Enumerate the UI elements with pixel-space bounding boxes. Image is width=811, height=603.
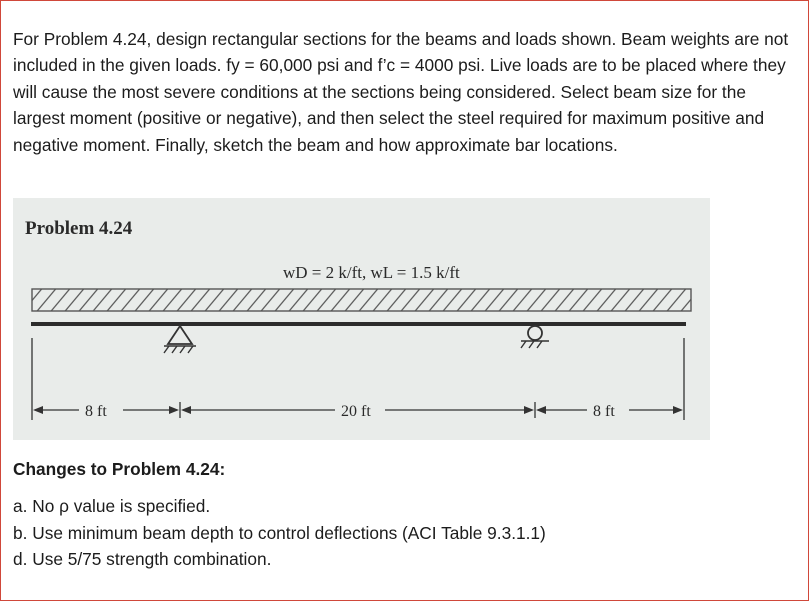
pin-support-icon	[164, 326, 196, 353]
beam-figure	[13, 198, 710, 440]
span-left-label: 8 ft	[85, 403, 107, 420]
dimension-middle	[181, 403, 534, 420]
roller-support-icon	[521, 326, 549, 348]
distributed-load	[32, 289, 691, 311]
dimension-right	[536, 403, 683, 420]
beam	[31, 322, 686, 326]
load-label: wD = 2 k/ft, wL = 1.5 k/ft	[283, 263, 460, 282]
changes-title: Changes to Problem 4.24:	[13, 459, 226, 479]
span-middle-label: 20 ft	[341, 403, 371, 420]
changes-section	[13, 457, 793, 573]
beam-diagram	[13, 198, 710, 440]
figure-title: Problem 4.24	[25, 218, 133, 239]
change-item-a: a. No ρ value is specified.	[13, 496, 211, 516]
problem-statement: For Problem 4.24, design rectangular sections for the beams and loads shown. Beam weights are not included in the given loads. fy = 60,000 psi and f’c = 4000 psi. Live loads are to be placed where they will cause the most severe conditions at the sections being considered. Select beam size for the largest moment (positive or negative), and then select the steel required for maximum positive and negative moment. Finally, sketch the beam and how approximate bar locations.	[13, 29, 789, 155]
change-item-b: b. Use minimum beam depth to control deflections (ACI Table 9.3.1.1)	[13, 522, 546, 543]
span-right-label: 8 ft	[593, 403, 615, 420]
dimension-left	[33, 403, 179, 420]
change-item-d: d. Use 5/75 strength combination.	[13, 549, 272, 569]
